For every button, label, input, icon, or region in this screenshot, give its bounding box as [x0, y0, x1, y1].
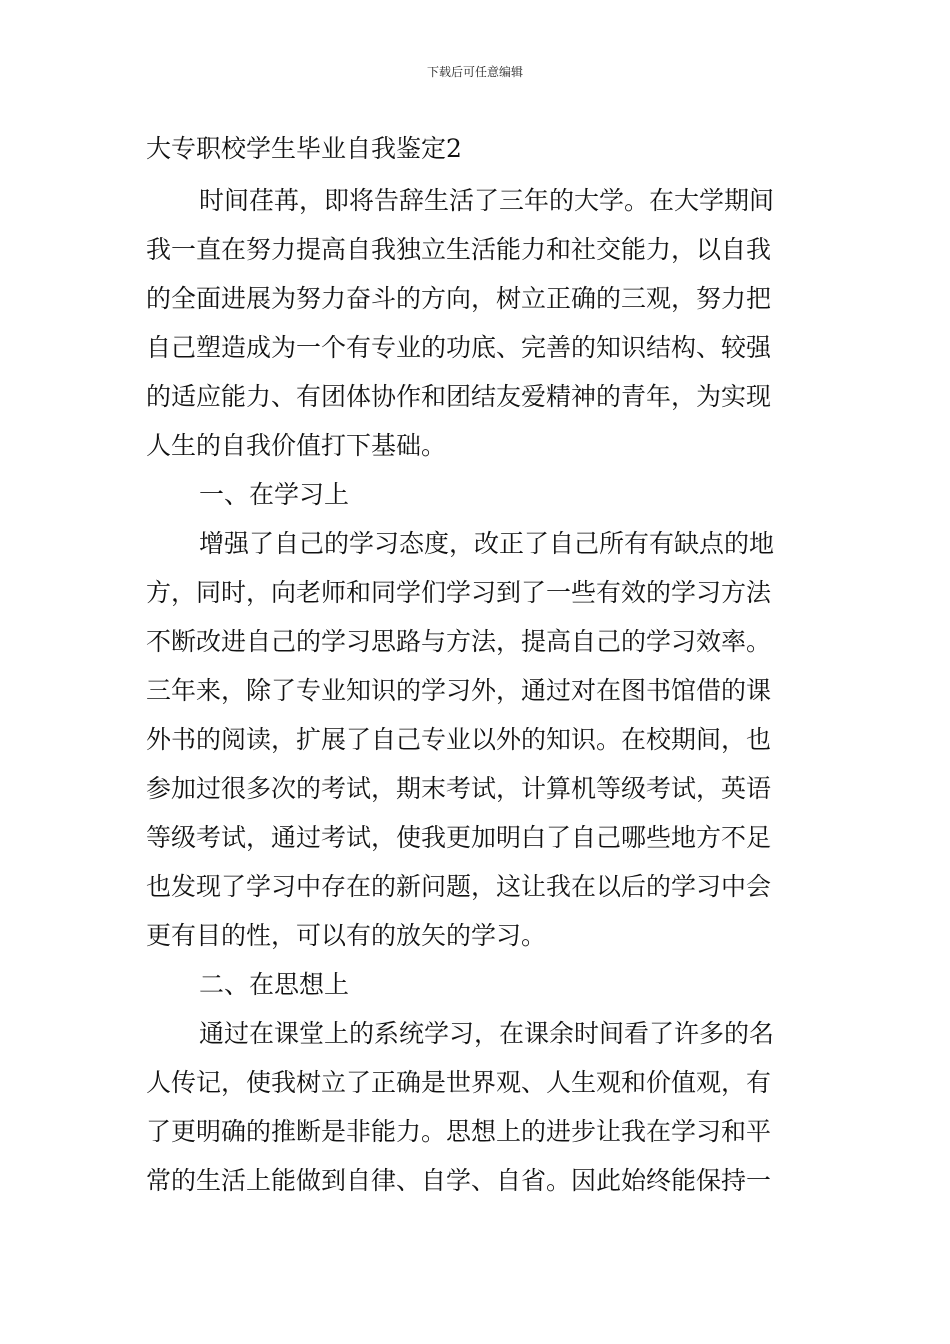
paragraph-line: 通过在课堂上的系统学习，在课余时间看了许多的名: [199, 1019, 775, 1048]
paragraph-line: 我一直在努力提高自我独立生活能力和社交能力，以自我: [146, 235, 772, 264]
paragraph-line: 时间荏苒，即将告辞生活了三年的大学。在大学期间: [199, 186, 775, 215]
paragraph-line: 人生的自我价值打下基础。: [146, 431, 447, 460]
paragraph-line: 不断改进自己的学习思路与方法，提高自己的学习效率。: [146, 627, 772, 656]
paragraph-line: 等级考试，通过考试，使我更加明白了自己哪些地方不足: [146, 823, 772, 852]
document-title: 大专职校学生毕业自我鉴定2: [146, 134, 462, 163]
paragraph-line: 三年来，除了专业知识的学习外，通过对在图书馆借的课: [146, 676, 772, 705]
section-heading-thought: 二、在思想上: [199, 970, 350, 999]
paragraph-line: 参加过很多次的考试，期末考试，计算机等级考试，英语: [146, 774, 772, 803]
paragraph-line: 增强了自己的学习态度，改正了自己所有有缺点的地: [199, 529, 775, 558]
paragraph-line: 人传记，使我树立了正确是世界观、人生观和价值观，有: [146, 1068, 772, 1097]
paragraph-line: 也发现了学习中存在的新问题，这让我在以后的学习中会: [146, 872, 772, 901]
document-body: [146, 176, 806, 1205]
paragraph-line: 了更明确的推断是非能力。思想上的进步让我在学习和平: [146, 1117, 772, 1146]
paragraph-line: 的全面进展为努力奋斗的方向，树立正确的三观，努力把: [146, 284, 772, 313]
header-note: 下载后可任意编辑: [426, 65, 523, 79]
paragraph-line: 更有目的性，可以有的放矢的学习。: [146, 921, 547, 950]
paragraph-line: 的适应能力、有团体协作和团结友爱精神的青年，为实现: [146, 382, 772, 411]
paragraph-line: 外书的阅读，扩展了自己专业以外的知识。在校期间，也: [146, 725, 772, 754]
section-heading-study: 一、在学习上: [199, 480, 350, 509]
paragraph-line: 自己塑造成为一个有专业的功底、完善的知识结构、较强: [146, 333, 772, 362]
paragraph-line: 常的生活上能做到自律、自学、自省。因此始终能保持一: [146, 1166, 772, 1195]
paragraph-line: 方，同时，向老师和同学们学习到了一些有效的学习方法: [146, 578, 772, 607]
